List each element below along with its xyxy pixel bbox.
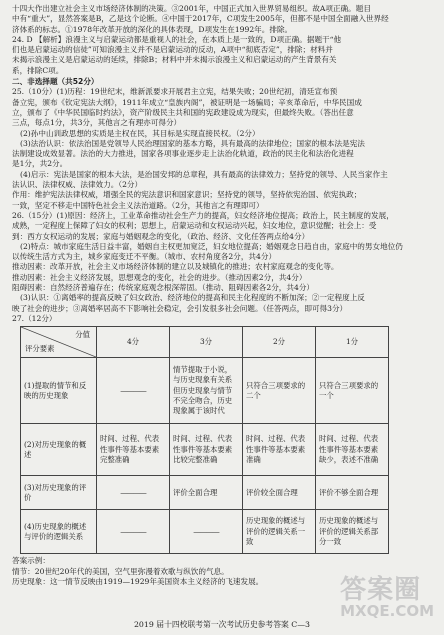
score-cell: 只符合三项要求的一个: [316, 358, 389, 424]
q26-line: 成熟，一定程度上保障了妇女的权利；思想上，启蒙运动和女权运动兴起，妇女地位，意识觉醒；社会上：受: [12, 221, 377, 231]
q25-line: (3)法治认识：依法治国是党领导人民治理国家的基本方略，具有最高的法律地位；国家的根本法是宪法: [20, 138, 365, 148]
q26-line: 推动因素：社会主义经济发展，思想观念的变化，社会的进步。（推动因素2分，共4分）: [12, 272, 307, 282]
score-cell: 情节提取于小说，与历史现象有关系但历史现象与情节不完全吻合，历史现象属于该时代: [170, 358, 243, 424]
table-row: [21, 358, 389, 424]
table-row: [21, 424, 389, 476]
q24-line: 系，排除C项。: [12, 65, 64, 75]
q27-title: 27.（12分）: [12, 313, 57, 323]
q25-line: 法制建设成效显著。法治的大力推进，国家各项事业逐步走上法治化轨道，政治的民主化和法治化进程: [12, 149, 354, 159]
q24-line: 们也是启蒙运动的信徒”可知浪漫主义并不是启蒙运动的反动，A项中“彻底否定”，排除；材料并: [12, 45, 333, 55]
q25-line: 立，颁布了《中华民国临时约法》，资产阶级民主共和国的宪政建设成为现实，但最终失败。（答出任意: [12, 107, 354, 117]
q26-line: 阻碍因素：自然经济普遍存在；传统家庭观念根深蒂固。（推动、阻碍因素各2分，共4分）: [12, 283, 315, 293]
score-cell: 评价全面合理: [170, 476, 243, 510]
watermark-text: 答案圈: [340, 575, 422, 605]
q24-line: 未揭示浪漫主义是启蒙运动的延续，排除B；材料中并未揭示浪漫主义和启蒙运动的产生背景有关: [12, 55, 337, 65]
text-line: 中有“重大”，显然答案是B，乙是这个论断。④中国于2017年，C项发生2005年，但都不是中国全面融入世界经: [12, 14, 389, 24]
score-cell: ————: [97, 510, 170, 554]
criteria-cell: (2)对历史现象的概述: [21, 424, 97, 476]
q24-line: 24. D 【解析】浪漫主义与启蒙运动都是重视人的社会，在本质上是一致的，D项正确。据题干“他: [12, 34, 342, 44]
criteria-cell: (3)对历史现象的评价: [21, 476, 97, 510]
score-cell: ————: [170, 510, 243, 554]
q25-line: 备立宪，颁布《钦定宪法大纲》，1911年成立“皇族内阁”，被证明是一场骗局；辛亥革命后，中华民国成: [12, 97, 362, 107]
q26-line: 26.（15分）(1)原因：经济上，工业革命推动社会生产力的提高，妇女经济地位提高；政治上，民主制度的发展，: [12, 210, 394, 220]
score-cell: 评价较全面合理: [243, 476, 316, 510]
criteria-cell: (1)提取的情节和反映的历史现象: [21, 358, 97, 424]
score-cell: 历史现象的概述与评价的逻辑关系部分一致: [316, 510, 389, 554]
q26-line: 推动因素：改革开放，社会主义市场经济体制的建立以及城镇化的推进；农村家庭观念的变化等。: [12, 262, 339, 272]
score-cell: 时间、过程、代表性事件等基本要素比较完整准确: [170, 424, 243, 476]
q25-line: 作用：维护宪法法律权威，增强全民的宪法意识和国家意识；坚持党的领导，坚持依宪治国、依宪执政；: [12, 190, 362, 200]
score-cell: 只符合三项要求的二个: [243, 358, 316, 424]
score-header: 4分: [97, 327, 170, 358]
q25-line: 是1分，共2分。: [12, 159, 68, 169]
q26-line: (3)认识：①离婚率的提高反映了妇女政治、经济地位的提高和民主化程度的不断加深；②一定程度上反: [20, 293, 365, 303]
q25-line: 三点，每点1分，共3分，其他言之有理亦可得分）: [12, 118, 182, 128]
corner-criteria-label: 评分要素: [25, 344, 55, 353]
q25-line: (4)启示：宪法是国家的根本大法，是治国安邦的总章程，具有最高的法律效力；坚持党的领导、人民当家作主: [20, 169, 388, 179]
score-cell: 时间、过程、代表性事件等基本要素缺少，表述不准确: [316, 424, 389, 476]
q25-line: (2)孙中山训政思想的实质是主权在民，其目标是实现直接民权。（2分）: [20, 128, 260, 138]
score-header: 2分: [243, 327, 316, 358]
score-cell: 历史现象的概述与评价的逻辑关系一致: [243, 510, 316, 554]
score-cell: ————: [97, 358, 170, 424]
watermark-url: MXQE.COM: [340, 602, 434, 620]
corner-cell: [21, 327, 97, 358]
q26-line: 以传统生活方式为主，城乡家庭变迁不平衡。（城市、农村角度各2分，共4分）: [12, 252, 277, 262]
text-line: 济体系的标志。①1978年改革开放的深化的具体表现，D项发生在1992年。排除。: [12, 24, 293, 34]
score-cell: 时间、过程、代表性事件等基本要素完整准确: [97, 424, 170, 476]
text-line: 十四大作出建立社会主义市场经济体制的决策。③2001年，中国正式加入世界贸易组织。故A项正确。题目: [12, 4, 371, 13]
scoring-rubric-table: [20, 326, 389, 554]
q25-line: 25.（10分）(1)历程：19世纪末，维新派要求开展君主立宪，结果失败；20世纪初，清廷宣布预: [12, 87, 338, 97]
answer-phenomenon-line: 历史现象：这一情节反映由1919—1929年美国资本主义经济的飞速发展。: [12, 576, 264, 586]
section-heading: 二、非选择题（共52分）: [12, 77, 99, 87]
q26-line: (2)特点：城市家庭生活日益丰富，婚姻自主权更加宽泛，妇女地位提高；婚姻观念日趋自由，家庭中的男女地位仍: [20, 241, 403, 251]
q25-line: 一致，坚定不移走中国特色社会主义法治道路。（2分，其他言之有理即可）: [12, 200, 264, 210]
watermark-logo: [340, 577, 434, 619]
score-header: 1分: [316, 327, 389, 358]
answer-plot-line: 情节：20世纪20年代的美国，空气里弥漫着欢歌与纵饮的气息。: [12, 566, 229, 576]
score-header: 3分: [170, 327, 243, 358]
q25-line: 法认识、法律权威、法律效力。（2分）: [12, 180, 143, 190]
table-header-row: [21, 327, 389, 358]
criteria-cell: (4)历史现象的概述与评价的逻辑关系: [21, 510, 97, 554]
score-cell: ————: [97, 476, 170, 510]
q26-line: 到：西方女权运动的发展；家庭与婚姻观念的变化，（政治、经济、文化任答两点给4分）: [12, 231, 310, 241]
corner-score-label: 分值: [75, 330, 90, 340]
table-row: [21, 510, 389, 554]
table-row: [21, 476, 389, 510]
answer-example-heading: 答案示例：: [12, 556, 50, 566]
page-footer: 2019 届十四校联考第一次考试历史参考答案 C—3: [133, 619, 311, 629]
q26-line: 映了社会的进步；③离婚率居高不下影响社会稳定，会引发很多社会问题。（任答两点，即可得3分）: [12, 303, 348, 313]
score-cell: 时间、过程、代表性事件等基本要素准确: [243, 424, 316, 476]
score-cell: 评价不够全面合理: [316, 476, 389, 510]
